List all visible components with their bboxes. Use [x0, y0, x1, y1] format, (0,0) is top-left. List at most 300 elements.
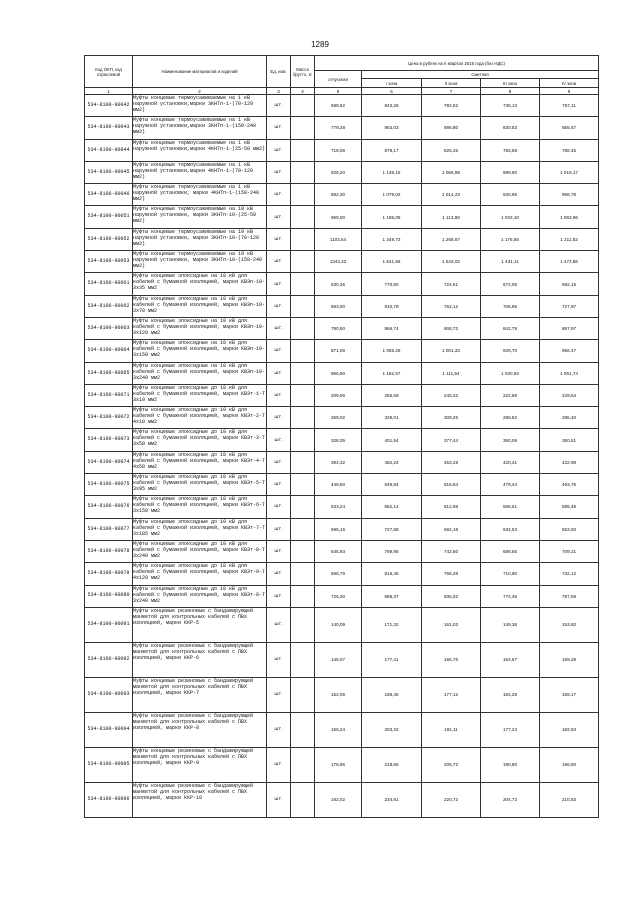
cell-zone-3-price: 1 033,10: [481, 206, 540, 228]
cell-name: Муфты концевые эпоксидные до 10 кВ для кабелей с бумажной изоляцией, марки КВЭт-5-Т 3х95 мм2: [133, 474, 267, 496]
cell-mass: [291, 451, 315, 473]
cell-zone-1-price: 815,45: [362, 563, 422, 585]
cell-zone-4-price: 1 019,17: [540, 161, 599, 183]
table-row: [85, 117, 599, 139]
cell-name: Муфты концевые резиновые с бандажирующей манжетой для контрольных кабелей с ПВХ изоляцией, марки ККР-9: [133, 747, 267, 782]
cell-zone-3-price: 672,06: [481, 273, 540, 295]
cell-zone-3-price: 830,83: [481, 117, 540, 139]
cell-zone-3-price: 164,28: [481, 677, 540, 712]
cell-code: 534-8100-90092: [85, 642, 133, 677]
table-row: [85, 295, 599, 317]
cell-code: 534-8100-90052: [85, 228, 133, 250]
cell-unit: шт.: [267, 677, 291, 712]
cell-mass: [291, 384, 315, 406]
cell-code: 534-8100-90065: [85, 362, 133, 384]
cell-code: 534-8100-90078: [85, 540, 133, 562]
cell-code: 534-8100-90079: [85, 563, 133, 585]
cell-release-price: 140,09: [315, 607, 362, 642]
table-row: [85, 642, 599, 677]
cell-name: Муфты концевые эпоксидные до 10 кВ для кабелей с бумажной изоляцией, марки КВЭт-7-Т 3х185 мм2: [133, 518, 267, 540]
cell-release-price: 630,36: [315, 273, 362, 295]
table-row: [85, 496, 599, 518]
cell-name: Муфты концевые резиновые с бандажирующей манжетой для контрольных кабелей с ПВХ изоляцией, марки ККР-6: [133, 642, 267, 677]
cell-name: Муфты концевые эпоксидные на 10 кВ для кабелей с бумажной изоляцией, марки КВЭп-10- 3х35 мм2: [133, 273, 267, 295]
cell-code: 534-8100-90091: [85, 607, 133, 642]
cell-zone-4-price: 797,58: [540, 585, 599, 607]
column-number: 9: [540, 88, 599, 95]
cell-zone-2-price: 742,50: [422, 540, 481, 562]
cell-mass: [291, 496, 315, 518]
cell-name: Муфты концевые эпоксидные на 10 кВ для кабелей с бумажной изоляцией, марки КВЭп-10- 3х120 мм2: [133, 317, 267, 339]
cell-mass: [291, 340, 315, 362]
cell-zone-3-price: 350,06: [481, 429, 540, 451]
cell-name: Муфты концевые термоусаживаемые на 10 кВ наружной установки, марки 3КНТп-10-(70-120 мм2): [133, 228, 267, 250]
cell-release-price: 645,93: [315, 540, 362, 562]
cell-zone-1-price: 255,69: [362, 384, 422, 406]
header-release-price: отпускная: [315, 71, 362, 88]
cell-code: 534-8100-90061: [85, 273, 133, 295]
cell-zone-2-price: 762,12: [422, 295, 481, 317]
cell-release-price: 928,20: [315, 161, 362, 183]
table-row: [85, 340, 599, 362]
cell-unit: шт.: [267, 585, 291, 607]
cell-mass: [291, 747, 315, 782]
cell-zone-1-price: 953,03: [362, 117, 422, 139]
cell-zone-4-price: 956,47: [540, 340, 599, 362]
cell-zone-2-price: 1 111,54: [422, 362, 481, 384]
cell-zone-2-price: 240,32: [422, 384, 481, 406]
cell-zone-3-price: 940,66: [481, 184, 540, 206]
cell-zone-1-price: 1 079,02: [362, 184, 422, 206]
cell-release-price: 209,06: [315, 384, 362, 406]
header-zone-1: I зона: [362, 79, 422, 88]
cell-zone-4-price: 1 061,74: [540, 362, 599, 384]
cell-mass: [291, 474, 315, 496]
cell-zone-4-price: 210,83: [540, 782, 599, 817]
cell-name: Муфты концевые термоусаживаемые на 1 кВ наружной установки,марки 3КНТп-1-(70-120 мм2): [133, 95, 267, 117]
table-row: [85, 273, 599, 295]
cell-name: Муфты концевые термоусаживаемые на 1 кВ наружной установки, марки 4КНТп-1-(150-240 мм2): [133, 184, 267, 206]
header-unit: Ед. изм.: [267, 56, 291, 88]
cell-release-price: 178,96: [315, 747, 362, 782]
header-zone-4: IV зона: [540, 79, 599, 88]
column-number: 3: [267, 88, 291, 95]
cell-mass: [291, 251, 315, 273]
cell-release-price: 192,02: [315, 782, 362, 817]
cell-unit: шт.: [267, 340, 291, 362]
cell-zone-4-price: 867,97: [540, 317, 599, 339]
cell-zone-3-price: 420,41: [481, 451, 540, 473]
cell-release-price: 394,32: [315, 451, 362, 473]
cell-unit: шт.: [267, 474, 291, 496]
cell-zone-2-price: 1 268,67: [422, 228, 481, 250]
cell-name: Муфты концевые термоусаживаемые на 1 кВ наружной установки,марки 4КНТп-1-(25-50 мм2): [133, 139, 267, 161]
header-zone-3: III зона: [481, 79, 540, 88]
cell-zone-1-price: 218,86: [362, 747, 422, 782]
cell-code: 534-8100-90064: [85, 340, 133, 362]
cell-zone-1-price: 1 135,15: [362, 161, 422, 183]
cell-unit: шт.: [267, 184, 291, 206]
cell-release-price: 790,50: [315, 317, 362, 339]
cell-mass: [291, 95, 315, 117]
table-row: [85, 95, 599, 117]
cell-zone-3-price: 204,72: [481, 782, 540, 817]
cell-zone-1-price: 482,24: [362, 451, 422, 473]
cell-zone-1-price: 177,41: [362, 642, 422, 677]
table-row: [85, 563, 599, 585]
cell-mass: [291, 317, 315, 339]
cell-unit: шт.: [267, 139, 291, 161]
table-row: [85, 139, 599, 161]
cell-zone-4-price: 196,50: [540, 747, 599, 782]
cell-mass: [291, 540, 315, 562]
table-row: [85, 712, 599, 747]
cell-zone-4-price: 585,48: [540, 496, 599, 518]
cell-zone-4-price: 169,17: [540, 677, 599, 712]
cell-name: Муфты концевые эпоксидные до 10 кВ для кабелей с бумажной изоляцией, марки КВЭт-9-Т 4х120 мм2: [133, 563, 267, 585]
table-row: [85, 384, 599, 406]
cell-mass: [291, 518, 315, 540]
cell-zone-3-price: 1 431,11: [481, 251, 540, 273]
cell-zone-3-price: 154,67: [481, 642, 540, 677]
cell-mass: [291, 206, 315, 228]
cell-name: Муфты концевые эпоксидные на 10 кВ для кабелей с бумажной изоляцией, марки КВЭп-10-3х240 мм2: [133, 362, 267, 384]
column-number: 4: [291, 88, 315, 95]
cell-mass: [291, 642, 315, 677]
table-row: [85, 451, 599, 473]
table-row: [85, 518, 599, 540]
cell-release-price: 689,52: [315, 95, 362, 117]
cell-unit: шт.: [267, 362, 291, 384]
cell-release-price: 449,60: [315, 474, 362, 496]
cell-mass: [291, 782, 315, 817]
cell-zone-1-price: 770,90: [362, 273, 422, 295]
cell-mass: [291, 607, 315, 642]
cell-mass: [291, 161, 315, 183]
cell-zone-4-price: 432,98: [540, 451, 599, 473]
cell-code: 534-8100-90074: [85, 451, 133, 473]
cell-release-price: 269,02: [315, 407, 362, 429]
cell-name: Муфты концевые эпоксидные на 10 кВ для кабелей с бумажной изоляцией, марки КВЭп-10- 3х150 мм2: [133, 340, 267, 362]
cell-code: 534-8100-90073: [85, 429, 133, 451]
cell-zone-4-price: 1 473,86: [540, 251, 599, 273]
column-number-row: [85, 88, 599, 95]
cell-code: 534-8100-90045: [85, 161, 133, 183]
cell-unit: шт.: [267, 642, 291, 677]
cell-zone-1-price: 1 641,56: [362, 251, 422, 273]
cell-zone-4-price: 1 063,96: [540, 206, 599, 228]
cell-zone-4-price: 360,51: [540, 429, 599, 451]
cell-unit: шт.: [267, 228, 291, 250]
cell-zone-4-price: 692,15: [540, 273, 599, 295]
cell-zone-1-price: 652,14: [362, 496, 422, 518]
cell-zone-1-price: 888,37: [362, 585, 422, 607]
cell-zone-1-price: 878,17: [362, 139, 422, 161]
cell-release-price: 718,08: [315, 139, 362, 161]
page-number: 1289: [311, 40, 329, 49]
cell-mass: [291, 563, 315, 585]
cell-name: Муфты концевые термоусаживаемые на 10 кВ наружной установки, марки 3КНТп-10-(25-50 мм2): [133, 206, 267, 228]
cell-name: Муфты концевые эпоксидные до 10 кВ для кабелей с бумажной изоляцией, марки КВЭт-8-Т 3х240 мм2: [133, 540, 267, 562]
table-row: [85, 747, 599, 782]
cell-code: 534-8100-90053: [85, 251, 133, 273]
cell-zone-2-price: 191,11: [422, 712, 481, 747]
cell-zone-2-price: 825,45: [422, 139, 481, 161]
cell-zone-4-price: 968,78: [540, 184, 599, 206]
cell-name: Муфты концевые эпоксидные до 10 кВ для кабелей с бумажной изоляцией, марки КВЭт-8-Т 3х240 мм2: [133, 585, 267, 607]
cell-zone-4-price: 493,76: [540, 474, 599, 496]
cell-zone-2-price: 377,44: [422, 429, 481, 451]
cell-zone-2-price: 1 543,02: [422, 251, 481, 273]
cell-zone-1-price: 727,88: [362, 518, 422, 540]
cell-zone-4-price: 295,40: [540, 407, 599, 429]
cell-zone-4-price: 153,82: [540, 607, 599, 642]
header-estimate: Сметная: [362, 71, 599, 79]
cell-zone-4-price: 855,67: [540, 117, 599, 139]
cell-zone-3-price: 706,86: [481, 295, 540, 317]
cell-name: Муфты концевые резиновые с бандажирующей манжетой для контрольных кабелей с ПВХ изоляцией, марки ККР-5: [133, 607, 267, 642]
cell-zone-2-price: 766,48: [422, 563, 481, 585]
cell-unit: шт.: [267, 451, 291, 473]
cell-mass: [291, 139, 315, 161]
cell-unit: шт.: [267, 251, 291, 273]
cell-zone-3-price: 149,36: [481, 607, 540, 642]
cell-mass: [291, 184, 315, 206]
cell-unit: шт.: [267, 540, 291, 562]
cell-zone-3-price: 928,70: [481, 340, 540, 362]
header-price-group: Цена в рублях на II квартал 2016 года (без НДС): [315, 56, 599, 71]
cell-release-price: 871,08: [315, 340, 362, 362]
cell-zone-4-price: 182,53: [540, 712, 599, 747]
cell-name: Муфты концевые эпоксидные до 10 кВ для кабелей с бумажной изоляцией, марки КВЭт-4-Т 4х50 мм2: [133, 451, 267, 473]
cell-zone-3-price: 568,51: [481, 496, 540, 518]
header-name: Наименование материалов и изделий: [133, 56, 267, 88]
cell-name: Муфты концевые эпоксидные до 10 кВ для кабелей с бумажной изоляцией, марки КВЭт-6-Т 3х150 мм2: [133, 496, 267, 518]
cell-zone-2-price: 612,98: [422, 496, 481, 518]
table-row: [85, 184, 599, 206]
cell-zone-4-price: 727,97: [540, 295, 599, 317]
cell-zone-3-price: 688,66: [481, 540, 540, 562]
cell-mass: [291, 362, 315, 384]
cell-zone-3-price: 1 176,65: [481, 228, 540, 250]
cell-zone-3-price: 286,82: [481, 407, 540, 429]
cell-unit: шт.: [267, 95, 291, 117]
cell-unit: шт.: [267, 607, 291, 642]
cell-zone-1-price: 203,32: [362, 712, 422, 747]
cell-zone-3-price: 479,44: [481, 474, 540, 496]
cell-release-price: 663,00: [315, 295, 362, 317]
cell-code: 534-8100-90062: [85, 295, 133, 317]
table-row: [85, 228, 599, 250]
cell-zone-2-price: 792,62: [422, 95, 481, 117]
cell-zone-3-price: 735,13: [481, 95, 540, 117]
table-row: [85, 317, 599, 339]
cell-zone-2-price: 908,72: [422, 317, 481, 339]
cell-zone-3-price: 222,88: [481, 384, 540, 406]
cell-unit: шт.: [267, 782, 291, 817]
cell-name: Муфты концевые термоусаживаемые на 1 кВ наружной установки,марки 4КНТп-1-(70-120 мм2): [133, 161, 267, 183]
cell-zone-1-price: 1 185,05: [362, 206, 422, 228]
cell-zone-2-price: 684,18: [422, 518, 481, 540]
cell-zone-1-price: 234,81: [362, 782, 422, 817]
price-table: [84, 55, 599, 818]
header-mass: Масса брутто, кг: [291, 56, 315, 88]
column-number: 2: [133, 88, 267, 95]
column-number: 6: [362, 88, 422, 95]
cell-zone-3-price: 634,53: [481, 518, 540, 540]
cell-code: 534-8100-90094: [85, 712, 133, 747]
cell-zone-1-price: 329,01: [362, 407, 422, 429]
cell-zone-1-price: 1 065,29: [362, 340, 422, 362]
cell-mass: [291, 295, 315, 317]
column-number: 8: [481, 88, 540, 95]
cell-code: 534-8100-90043: [85, 117, 133, 139]
cell-release-price: 726,30: [315, 585, 362, 607]
cell-zone-1-price: 966,74: [362, 317, 422, 339]
cell-zone-4-price: 229,54: [540, 384, 599, 406]
table-row: [85, 407, 599, 429]
cell-zone-3-price: 177,24: [481, 712, 540, 747]
cell-zone-3-price: 1 030,92: [481, 362, 540, 384]
cell-unit: шт.: [267, 712, 291, 747]
cell-release-price: 533,24: [315, 496, 362, 518]
cell-zone-2-price: 205,72: [422, 747, 481, 782]
cell-release-price: 966,90: [315, 362, 362, 384]
cell-zone-4-price: 1 211,82: [540, 228, 599, 250]
cell-zone-2-price: 1 001,33: [422, 340, 481, 362]
cell-unit: шт.: [267, 317, 291, 339]
cell-zone-2-price: 1 014,23: [422, 184, 481, 206]
cell-zone-2-price: 1 066,98: [422, 161, 481, 183]
cell-code: 534-8100-90093: [85, 677, 133, 712]
cell-release-price: 779,28: [315, 117, 362, 139]
cell-name: Муфты концевые резиновые с бандажирующей манжетой для контрольных кабелей с ПВХ изоляцией, марки ККР-8: [133, 712, 267, 747]
cell-name: Муфты концевые термоусаживаемые на 1 кВ наружной установки,марки 3КНТп-1-(150-240 мм2): [133, 117, 267, 139]
cell-mass: [291, 273, 315, 295]
cell-release-price: 1103,64: [315, 228, 362, 250]
cell-zone-2-price: 453,28: [422, 451, 481, 473]
cell-code: 534-8100-90042: [85, 95, 133, 117]
cell-code: 534-8100-90075: [85, 474, 133, 496]
cell-release-price: 1342,32: [315, 251, 362, 273]
cell-zone-3-price: 774,45: [481, 585, 540, 607]
cell-zone-1-price: 843,28: [362, 95, 422, 117]
cell-unit: шт.: [267, 161, 291, 183]
cell-release-price: 969,00: [315, 206, 362, 228]
cell-release-price: 145,07: [315, 642, 362, 677]
cell-unit: шт.: [267, 496, 291, 518]
table-row: [85, 540, 599, 562]
cell-code: 534-8100-90080: [85, 585, 133, 607]
cell-release-price: 595,16: [315, 518, 362, 540]
cell-zone-1-price: 401,54: [362, 429, 422, 451]
cell-code: 534-8100-90076: [85, 496, 133, 518]
cell-zone-4-price: 757,11: [540, 95, 599, 117]
cell-zone-2-price: 516,84: [422, 474, 481, 496]
cell-zone-2-price: 161,03: [422, 607, 481, 642]
table-row: [85, 474, 599, 496]
cell-zone-1-price: 1 349,73: [362, 228, 422, 250]
cell-release-price: 882,30: [315, 184, 362, 206]
cell-zone-1-price: 188,45: [362, 677, 422, 712]
cell-unit: шт.: [267, 117, 291, 139]
cell-zone-1-price: 171,32: [362, 607, 422, 642]
cell-code: 534-8100-90077: [85, 518, 133, 540]
cell-zone-4-price: 159,29: [540, 642, 599, 677]
cell-zone-3-price: 842,79: [481, 317, 540, 339]
cell-unit: шт.: [267, 518, 291, 540]
column-number: 1: [85, 88, 133, 95]
header-code: Код ОКП, код отраслевой: [85, 56, 133, 88]
cell-mass: [291, 429, 315, 451]
cell-unit: шт.: [267, 206, 291, 228]
cell-code: 534-8100-90051: [85, 206, 133, 228]
cell-code: 534-8100-90071: [85, 384, 133, 406]
cell-zone-3-price: 190,80: [481, 747, 540, 782]
cell-unit: шт.: [267, 747, 291, 782]
column-number: 7: [422, 88, 481, 95]
cell-zone-3-price: 710,90: [481, 563, 540, 585]
cell-mass: [291, 712, 315, 747]
cell-zone-2-price: 309,26: [422, 407, 481, 429]
cell-zone-2-price: 1 113,88: [422, 206, 481, 228]
cell-zone-4-price: 732,12: [540, 563, 599, 585]
table-row: [85, 782, 599, 817]
cell-name: Муфты концевые эпоксидные на 10 кВ для кабелей с бумажной изоляцией, марки КВЭп-10- 3х70 мм2: [133, 295, 267, 317]
cell-name: Муфты концевые эпоксидные до 10 кВ для кабелей с бумажной изоляцией, марки КВЭт-3-Т 3х50 мм2: [133, 429, 267, 451]
cell-unit: шт.: [267, 407, 291, 429]
column-number: 5: [315, 88, 362, 95]
table-row: [85, 607, 599, 642]
cell-zone-3-price: 989,60: [481, 161, 540, 183]
cell-zone-2-price: 724,61: [422, 273, 481, 295]
table-row: [85, 585, 599, 607]
cell-zone-2-price: 895,80: [422, 117, 481, 139]
table-row: [85, 429, 599, 451]
cell-name: Муфты концевые термоусаживаемые на 10 кВ наружной установки, марки 3КНТп-10-(150-240 мм2): [133, 251, 267, 273]
cell-name: Муфты концевые эпоксидные до 10 кВ для кабелей с бумажной изоляцией, марки КВЭт-1-Т 3х10 мм2: [133, 384, 267, 406]
cell-name: Муфты концевые резиновые с бандажирующей манжетой для контрольных кабелей с ПВХ изоляцией, марки ККР-7: [133, 677, 267, 712]
cell-zone-2-price: 166,76: [422, 642, 481, 677]
cell-name: Муфты концевые эпоксидные до 10 кВ для кабелей с бумажной изоляцией, марки КВЭт-2-Т 4х10 мм2: [133, 407, 267, 429]
table-body: [85, 95, 599, 818]
cell-zone-1-price: 810,78: [362, 295, 422, 317]
table-row: [85, 362, 599, 384]
cell-zone-3-price: 765,58: [481, 139, 540, 161]
cell-zone-2-price: 835,02: [422, 585, 481, 607]
cell-code: 534-8100-90063: [85, 317, 133, 339]
cell-zone-1-price: 789,95: [362, 540, 422, 562]
cell-zone-1-price: 1 182,57: [362, 362, 422, 384]
cell-release-price: 328,35: [315, 429, 362, 451]
cell-release-price: 166,24: [315, 712, 362, 747]
cell-mass: [291, 228, 315, 250]
table-row: [85, 677, 599, 712]
cell-release-price: 666,79: [315, 563, 362, 585]
table-row: [85, 206, 599, 228]
cell-code: 534-8100-90095: [85, 747, 133, 782]
cell-unit: шт.: [267, 563, 291, 585]
cell-zone-4-price: 653,50: [540, 518, 599, 540]
cell-code: 534-8100-90046: [85, 184, 133, 206]
table-row: [85, 161, 599, 183]
table-row: [85, 251, 599, 273]
cell-zone-4-price: 788,45: [540, 139, 599, 161]
cell-zone-2-price: 220,72: [422, 782, 481, 817]
cell-mass: [291, 585, 315, 607]
cell-release-price: 154,09: [315, 677, 362, 712]
cell-code: 534-8100-90096: [85, 782, 133, 817]
